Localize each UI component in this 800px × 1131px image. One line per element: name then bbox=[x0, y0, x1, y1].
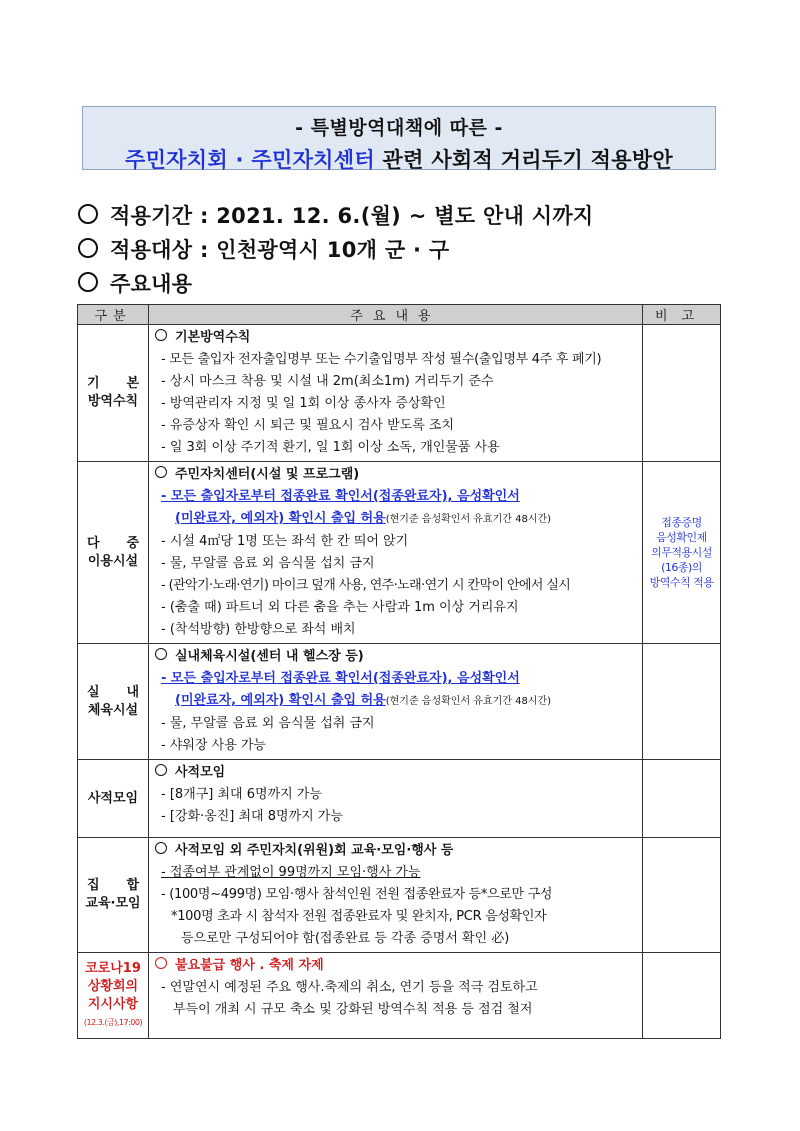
note-cell bbox=[643, 644, 721, 760]
title-highlight: 주민자치회 · 주민자치센터 bbox=[124, 148, 375, 172]
section-heading: 실내체육시설(센터 내 헬스장 등) bbox=[155, 646, 636, 668]
list-item: 부득이 개최 시 규모 축소 및 강화된 방역수칙 적용 등 점검 철저 bbox=[173, 1002, 533, 1017]
section-heading: 사적모임 외 주민자치(위원)회 교육·모임·행사 등 bbox=[155, 840, 636, 862]
list-item: (미완료자, 예외자) 확인시 출입 허용(현기준 음성확인서 유효기간 48시간) bbox=[175, 511, 552, 526]
list-item: - 시설 4㎡당 1명 또는 좌석 한 칸 띄어 앉기 bbox=[161, 534, 409, 549]
table-row bbox=[78, 325, 721, 462]
note-cell bbox=[643, 838, 721, 953]
circle-bullet-icon bbox=[155, 466, 167, 478]
list-item: - (100명~499명) 모임·행사 참석인원 전원 접종완료자 등*으로만 구성 bbox=[161, 887, 553, 902]
header-note: 비고 bbox=[643, 305, 721, 325]
section-heading: 불요불급 행사 . 축제 자제 bbox=[155, 955, 636, 977]
title-box bbox=[82, 106, 716, 170]
header-category: 구분 bbox=[78, 305, 149, 325]
circle-bullet-icon bbox=[155, 842, 167, 854]
footnote: 등으로만 구성되어야 함(접종완료 등 각종 증명서 확인 必) bbox=[181, 931, 510, 946]
circle-bullet-icon bbox=[78, 272, 98, 292]
table-row bbox=[78, 838, 721, 953]
content-cell bbox=[149, 325, 643, 462]
bullet-target: 적용대상 : 인천광역시 10개 군 · 구 bbox=[78, 234, 450, 264]
list-item: - (춤출 때) 파트너 외 다른 춤을 추는 사람과 1m 이상 거리유지 bbox=[161, 600, 519, 615]
content-cell bbox=[149, 953, 643, 1039]
table-row bbox=[78, 760, 721, 838]
list-item: - 상시 마스크 착용 및 시설 내 2m(최소1m) 거리두기 준수 bbox=[161, 374, 494, 389]
list-item: - 물, 무알콜 음료 외 음식물 섭취 금지 bbox=[161, 716, 375, 731]
list-item: - 연말연시 예정된 주요 행사.축제의 취소, 연기 등을 적극 검토하고 bbox=[161, 980, 538, 995]
category-cell: 사적모임 bbox=[78, 760, 149, 838]
list-item: - 접종여부 관계없이 99명까지 모임·행사 가능 bbox=[161, 865, 421, 880]
table-row bbox=[78, 953, 721, 1039]
list-item: - 샤워장 사용 가능 bbox=[161, 738, 266, 753]
list-item: - [8개구] 최대 6명까지 가능 bbox=[161, 787, 322, 802]
section-heading: 사적모임 bbox=[155, 762, 636, 784]
circle-bullet-icon bbox=[155, 648, 167, 660]
circle-bullet-icon bbox=[155, 329, 167, 341]
circle-bullet-icon bbox=[155, 957, 167, 969]
table-row bbox=[78, 644, 721, 760]
list-item: - 일 3회 이상 주기적 환기, 일 1회 이상 소독, 개인물품 사용 bbox=[161, 440, 500, 455]
section-heading: 주민자치센터(시설 및 프로그램) bbox=[155, 464, 636, 486]
list-item: - 방역관리자 지정 및 일 1회 이상 종사자 증상확인 bbox=[161, 396, 446, 411]
circle-bullet-icon bbox=[78, 238, 98, 258]
category-cell: 기 본 방역수칙 bbox=[78, 325, 149, 462]
list-item: - (관악기·노래·연기) 마이크 덮개 사용, 연주·노래·연기 시 칸막이 안에서 실시 bbox=[161, 578, 571, 593]
list-item: - (착석방향) 한방향으로 좌석 배치 bbox=[161, 622, 356, 637]
list-item: - [강화·옹진] 최대 8명까지 가능 bbox=[161, 809, 343, 824]
bullet-period: 적용기간 : 2021. 12. 6.(월) ~ 별도 안내 시까지 bbox=[78, 200, 594, 230]
content-cell bbox=[149, 644, 643, 760]
content-cell bbox=[149, 760, 643, 838]
section-heading: 기본방역수칙 bbox=[155, 327, 636, 349]
content-cell bbox=[149, 838, 643, 953]
list-item: - 물, 무알콜 음료 외 음식물 섭치 금지 bbox=[161, 556, 375, 571]
category-cell: 실 내 체육시설 bbox=[78, 644, 149, 760]
title-rest: 관련 사회적 거리두기 적용방안 bbox=[374, 148, 673, 172]
header-content: 주요내용 bbox=[149, 305, 643, 325]
measures-table bbox=[77, 304, 721, 1039]
content-cell bbox=[149, 462, 643, 644]
note-cell: 접종증명 음성확인제 의무적용시설 (16종)의 방역수칙 적용 bbox=[643, 462, 721, 644]
bullet-contents: 주요내용 bbox=[78, 268, 192, 298]
list-item: - 유증상자 확인 시 퇴근 및 필요시 검사 받도록 조치 bbox=[161, 418, 455, 433]
list-item: - 모든 출입자로부터 접종완료 확인서(접종완료자), 음성확인서 bbox=[161, 671, 520, 686]
circle-bullet-icon bbox=[155, 764, 167, 776]
footnote: *100명 초과 시 참석자 전원 접종완료자 및 완치자, PCR 음성확인자 bbox=[171, 909, 547, 924]
table-header-row bbox=[78, 305, 721, 325]
category-cell: 집 합 교육·모임 bbox=[78, 838, 149, 953]
note-cell bbox=[643, 953, 721, 1039]
title-line1: - 특별방역대책에 따른 - bbox=[295, 117, 503, 139]
note-cell bbox=[643, 325, 721, 462]
table-row bbox=[78, 462, 721, 644]
category-cell: 다 중 이용시설 bbox=[78, 462, 149, 644]
list-item: (미완료자, 예외자) 확인시 출입 허용(현기준 음성확인서 유효기간 48시간) bbox=[175, 693, 552, 708]
circle-bullet-icon bbox=[78, 204, 98, 224]
title-line2 bbox=[83, 144, 715, 174]
category-cell: 코로나19 상황회의 지시사항 (12.3.(금),17:00) bbox=[78, 953, 149, 1039]
list-item: - 모든 출입자 전자출입명부 또는 수기출입명부 작성 필수(출입명부 4주 후 폐기) bbox=[161, 352, 602, 367]
list-item: - 모든 출입자로부터 접종완료 확인서(접종완료자), 음성확인서 bbox=[161, 489, 520, 504]
note-cell bbox=[643, 760, 721, 838]
